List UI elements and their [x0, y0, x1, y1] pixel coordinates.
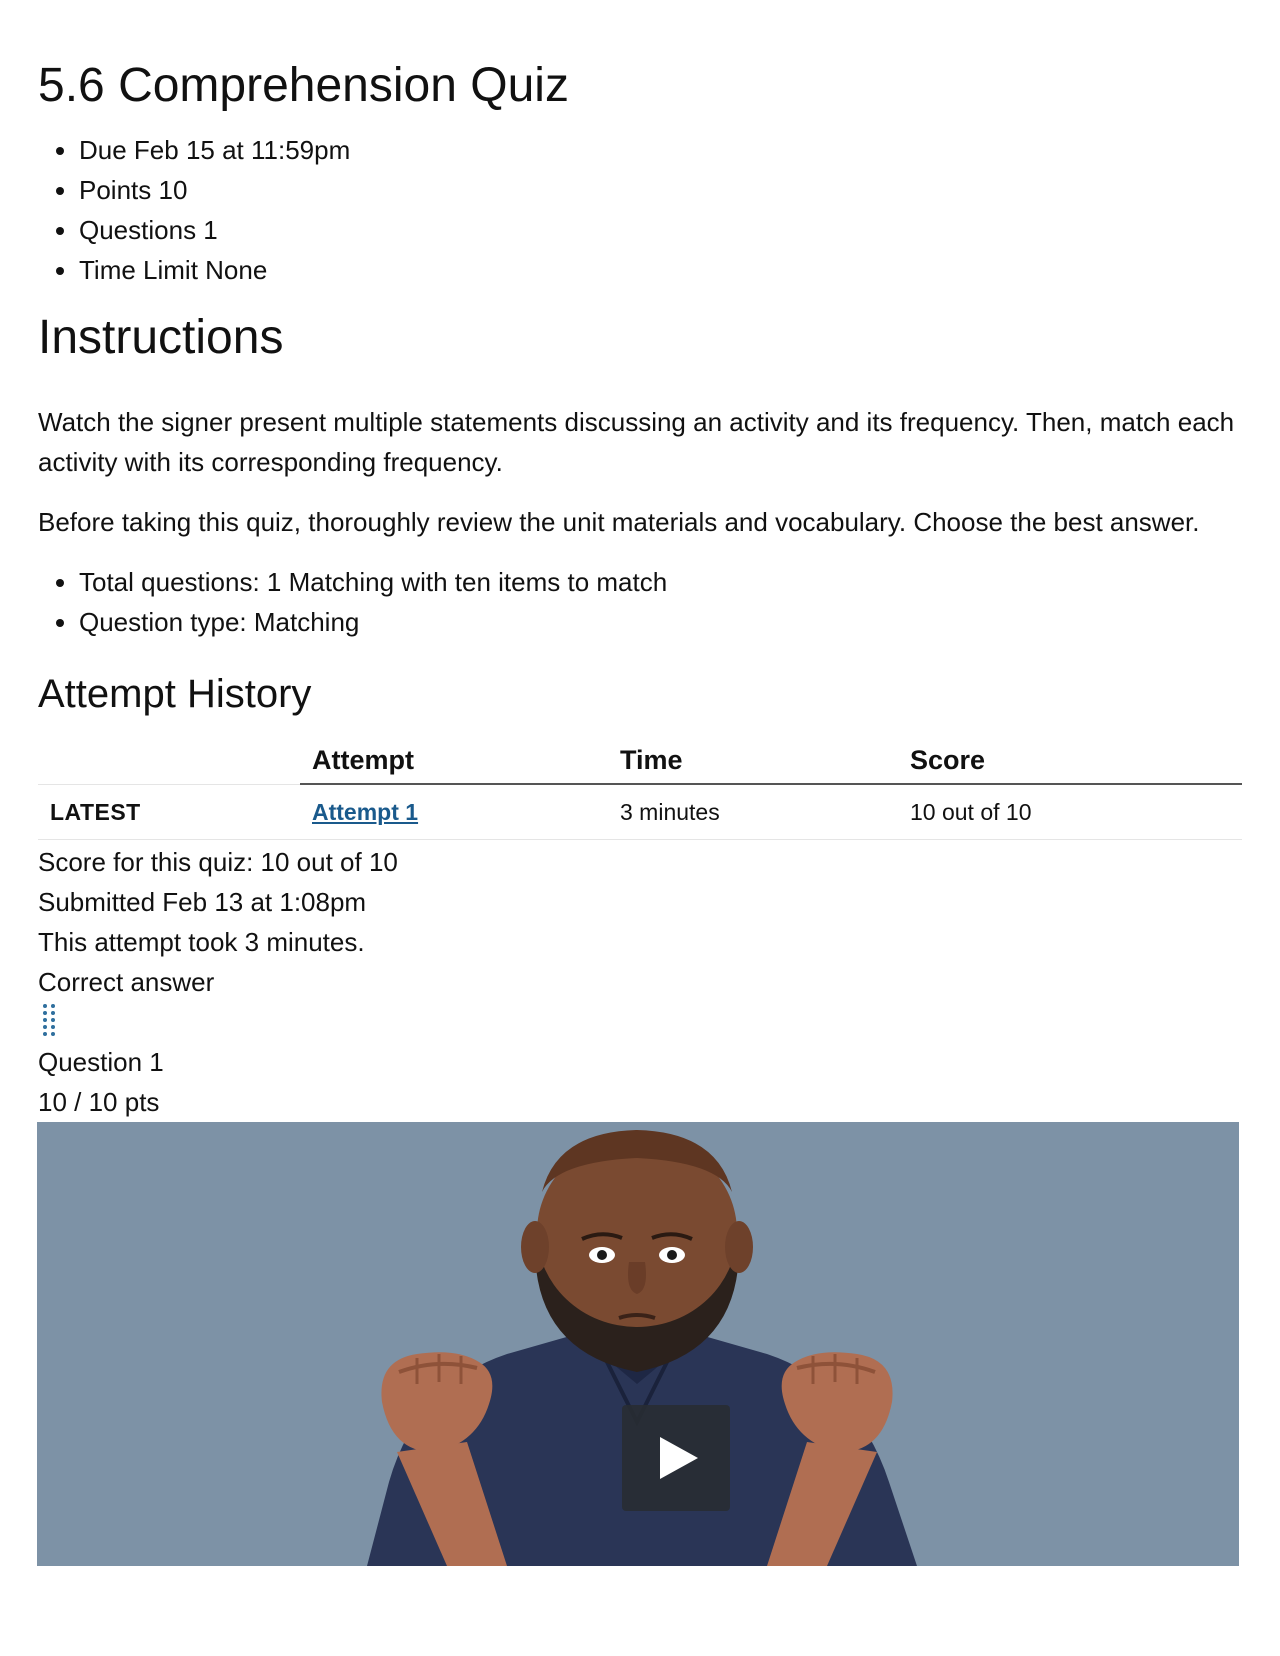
duration-line: This attempt took 3 minutes. [38, 927, 365, 957]
play-icon [622, 1405, 730, 1511]
page-title: 5.6 Comprehension Quiz [38, 59, 569, 112]
play-button[interactable] [622, 1405, 730, 1511]
score-line: Score for this quiz: 10 out of 10 [38, 847, 398, 877]
table-row [38, 785, 1242, 840]
latest-label: LATEST [50, 799, 141, 825]
due-date-item: • Due Feb 15 at 11:59pm [79, 130, 350, 170]
correct-answer-label: Correct answer [38, 967, 215, 997]
review-paragraph: Before taking this quiz, thoroughly review the unit materials and vocabulary. Choose the best answer. [38, 507, 1200, 537]
questions-count-item: • Questions 1 [79, 210, 350, 250]
attempt-history-table [38, 735, 1242, 840]
attempt-link[interactable]: Attempt 1 [312, 799, 419, 825]
attempt-score: 10 out of 10 [910, 799, 1032, 825]
points-item: • Points 10 [79, 170, 350, 210]
column-header-score: Score [910, 745, 986, 775]
instructions-heading: Instructions [38, 311, 284, 364]
attempt-summary [38, 842, 398, 1002]
column-header-time: Time [620, 745, 683, 775]
time-limit-item: • Time Limit None [79, 250, 350, 290]
quiz-details-list [38, 130, 350, 290]
question-header [38, 1042, 164, 1122]
instructions-paragraph: Watch the signer present multiple statements discussing an activity and its frequency. Then, match each activity with its corresponding frequency. [38, 407, 1235, 477]
question-type-item: • Question type: Matching [79, 602, 667, 642]
question-points: 10 / 10 pts [38, 1087, 160, 1117]
drag-handle-icon[interactable] [42, 1004, 58, 1036]
submitted-line: Submitted Feb 13 at 1:08pm [38, 887, 367, 917]
attempt-history-heading: Attempt History [38, 672, 312, 716]
question-title: Question 1 [38, 1047, 164, 1077]
table-header [38, 735, 1242, 785]
video-player[interactable] [37, 1122, 1239, 1566]
question-info-list [38, 562, 667, 642]
attempt-time: 3 minutes [620, 799, 720, 825]
total-questions-item: • Total questions: 1 Matching with ten items to match [79, 562, 667, 602]
column-header-attempt: Attempt [312, 745, 414, 775]
